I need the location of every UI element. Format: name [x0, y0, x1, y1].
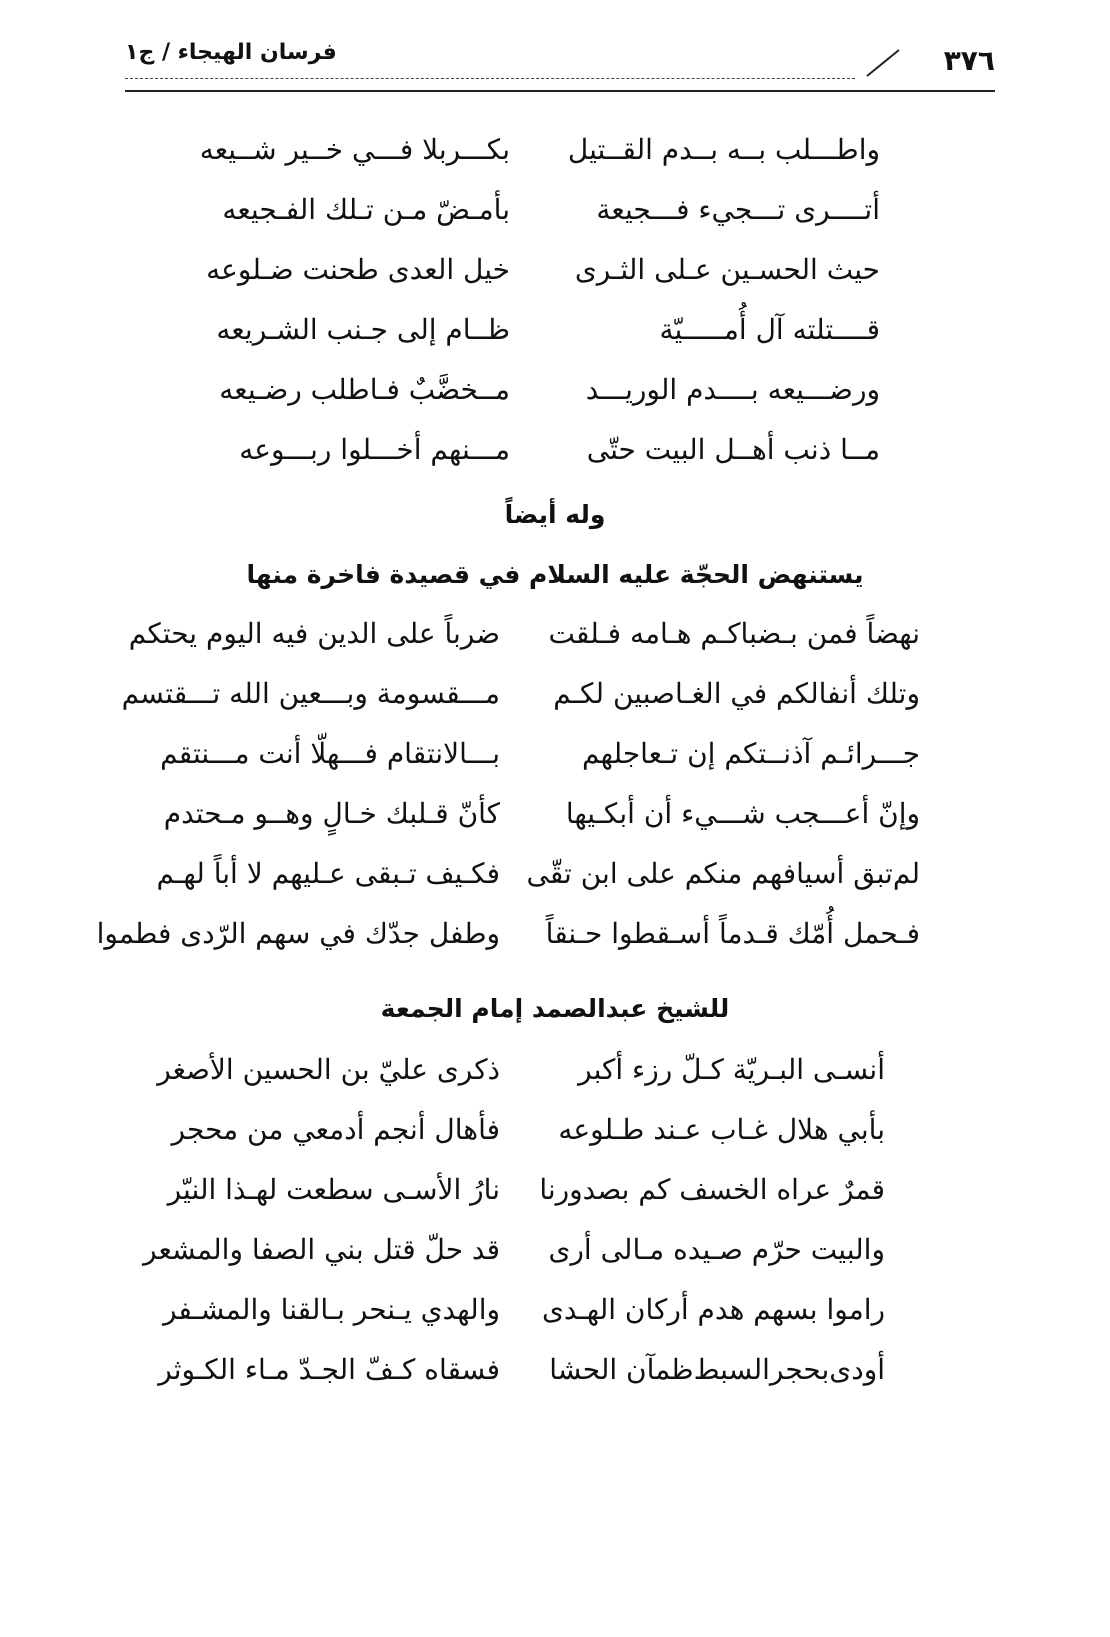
second-hemistich: بكـــربلا فـــي خــير شــيعه	[199, 133, 510, 166]
second-hemistich: ذكرى عليّ بن الحسين الأصغر	[157, 1053, 500, 1086]
second-hemistich: نارُ الأسـى سطعت لهـذا النيّر	[167, 1173, 500, 1206]
second-hemistich: والهدي يـنحر بـالقنا والمشـفر	[162, 1293, 500, 1326]
first-hemistich: أودى‌بحجرالسبط‌ظمآن الحشا	[549, 1353, 885, 1386]
first-hemistich: أنسـى البـريّة كـلّ رزء أكبر	[578, 1053, 885, 1086]
section-heading: وله أيضاً	[504, 500, 606, 529]
couplet	[140, 852, 920, 912]
second-hemistich: خيل العدى طحنت ضـلوعه	[206, 253, 510, 286]
poem-section-3	[143, 1048, 885, 1408]
second-hemistich: مــخضَّبٌ فـاطلب رضـيعه	[219, 373, 510, 406]
first-hemistich: مــا ذنب أهــل البيت حتّى	[586, 433, 880, 466]
couplet	[190, 308, 880, 368]
second-hemistich: بأمـضّ مـن تـلك الفـجيعه	[222, 193, 510, 226]
first-hemistich: نهضاً فمن بـضباكـم هـامه فـلقت	[548, 617, 920, 650]
poem-section-1	[190, 128, 880, 488]
first-hemistich: بأبي هلال غـاب عـند طـلوعه	[558, 1113, 885, 1146]
second-hemistich: فكـيف تـبقى عـليهم لا أباً لهـم	[156, 857, 500, 890]
couplet	[157, 1048, 885, 1108]
poem-section-2	[96, 612, 920, 972]
page-header	[125, 36, 995, 96]
second-hemistich: ظــام إلى جـنب الشـريعه	[216, 313, 510, 346]
couplet	[121, 672, 920, 732]
first-hemistich: قمرٌ عراه الخسف كم بصدورنا	[539, 1173, 885, 1206]
couplet	[190, 428, 880, 488]
second-hemistich: بـــالانتقام فـــهلّا أنت مـــنتقم	[160, 737, 500, 770]
couplet	[96, 912, 920, 972]
couplet	[128, 612, 920, 672]
couplet	[167, 1168, 885, 1228]
header-rule	[125, 90, 995, 92]
couplet	[162, 1288, 885, 1348]
first-hemistich: وتلك أنفالكم في الغـاصبين لكـم	[553, 677, 920, 710]
page-number: ٣٧٦	[943, 44, 995, 77]
first-hemistich: جـــرائـم آذنــتكم إن تـعاجلهم	[582, 737, 920, 770]
couplet	[190, 248, 880, 308]
second-hemistich: كأنّ قـلبك خـالٍ وهــو مـحتدم	[163, 797, 500, 830]
couplet	[143, 1228, 885, 1288]
section-heading: للشيخ عبدالصمد إمام الجمعة	[380, 994, 730, 1023]
second-hemistich: وطفل جدّك في سهم الرّدى فطموا	[96, 917, 500, 950]
first-hemistich: والبيت حرّم صـيده مـالى أرى	[548, 1233, 885, 1266]
couplet	[190, 128, 880, 188]
first-hemistich: واطـــلب بــه بــدم القــتيل	[567, 133, 880, 166]
running-title: فرسان الهيجاء / ج١	[125, 40, 337, 65]
first-hemistich: ورضـــيعه بــــدم الوريـــد	[585, 373, 880, 406]
couplet	[190, 188, 880, 248]
couplet	[190, 368, 880, 428]
couplet	[140, 732, 920, 792]
header-dashed-rule	[125, 78, 855, 79]
section-heading: يستنهض الحجّة عليه السلام في قصيدة فاخرة منها	[246, 560, 864, 589]
couplet	[140, 792, 920, 852]
couplet	[158, 1348, 885, 1408]
first-hemistich: أتــــرى تـــجيء فـــجيعة	[596, 193, 880, 226]
second-hemistich: مـــنهم أخـــلوا ربـــوعه	[239, 433, 510, 466]
second-hemistich: فأهال أنجم أدمعي من محجر	[171, 1113, 500, 1146]
second-hemistich: مـــقسومة وبـــعين الله تـــقتسم	[121, 677, 500, 710]
couplet	[171, 1108, 885, 1168]
first-hemistich: راموا بسهم هدم أركان الهـدى	[541, 1293, 885, 1326]
header-slash-mark	[863, 48, 903, 78]
first-hemistich: فـحمل أُمّك قـدماً أسـقطوا حـنقاً	[545, 917, 920, 950]
second-hemistich: ضرباً على الدين فيه اليوم يحتكم	[128, 617, 500, 650]
first-hemistich: قــــتلته آل أُمـــــيّة	[659, 313, 880, 346]
first-hemistich: وإنّ أعـــجب شـــيء أن أبكـيها	[565, 797, 920, 830]
first-hemistich: حيث الحسـين عـلى الثـرى	[574, 253, 880, 286]
second-hemistich: فسقاه كـفّ الجـدّ مـاء الكـوثر	[158, 1353, 500, 1386]
second-hemistich: قد حلّ قتل بني الصفا والمشعر	[143, 1233, 500, 1266]
first-hemistich: لم‌تبق أسيافهم منكم على ابن تقّى	[526, 857, 920, 890]
